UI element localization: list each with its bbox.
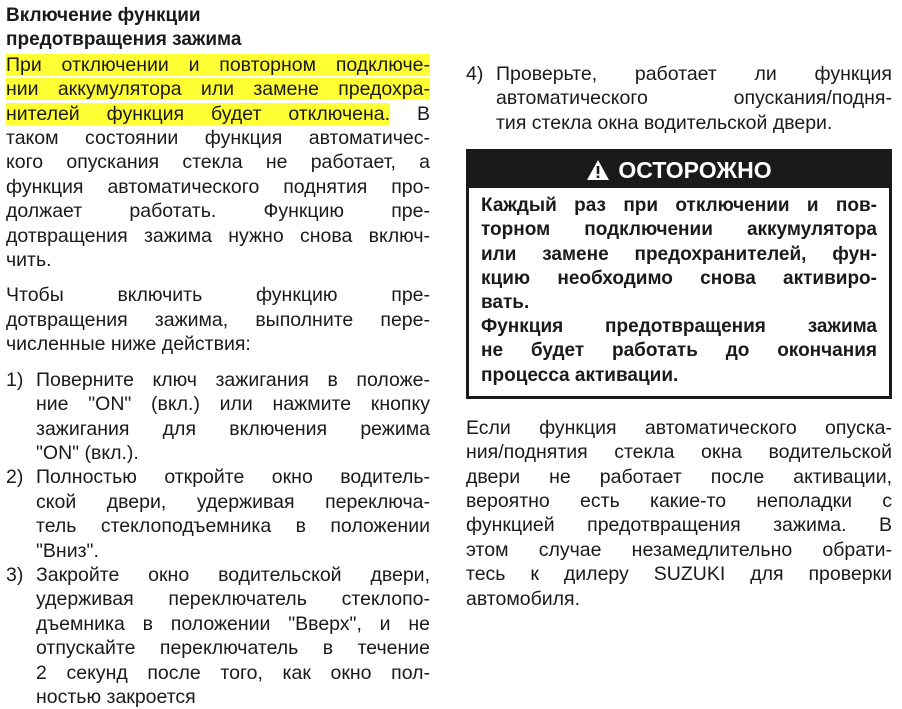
- step-number: 3): [6, 563, 24, 586]
- step-line: дъемника в положении "Вверх", и не: [36, 612, 430, 635]
- steps-list: [6, 368, 430, 709]
- step-line: отпускайте переключатель в течение: [36, 637, 430, 660]
- list-item: [6, 465, 430, 563]
- warning-title: ОСТОРОЖНО: [618, 157, 772, 184]
- intro-line: чить.: [6, 249, 52, 272]
- paragraph-line: тесь к дилеру SUZUKI для проверки: [466, 563, 892, 586]
- step-line: тель стеклоподъемника в положении: [36, 515, 430, 538]
- step-line: ской двери, удерживая переключа-: [36, 490, 430, 513]
- warning-box: [466, 149, 892, 399]
- section-heading: [6, 4, 430, 53]
- warning-line: Функция предотвращения зажима: [481, 316, 877, 338]
- steps-list-continued: [466, 62, 892, 135]
- instruction-line: численные ниже действия:: [6, 333, 251, 356]
- instruction-line: Чтобы включить функцию пре-: [6, 284, 430, 307]
- paragraph-line: функцией предотвращения зажима. В: [466, 514, 892, 537]
- list-item: [6, 563, 430, 709]
- list-item: [466, 62, 892, 135]
- warning-line: не будет работать до окончания: [481, 340, 877, 362]
- instruction-paragraph: [6, 283, 430, 356]
- step-line: Полностью откройте окно водитель-: [36, 466, 430, 489]
- step-line: Проверьте, работает ли функция: [496, 63, 892, 85]
- paragraph-line: этом случае незамедлительно обрати-: [466, 538, 892, 561]
- paragraph-line: вероятно есть какие-то неполадки с: [466, 490, 892, 513]
- warning-line: торном подключении аккумулятора: [481, 219, 877, 241]
- warning-triangle-icon: [586, 159, 610, 181]
- warning-header: [469, 152, 889, 188]
- warning-line: Каждый раз при отключении и пов-: [481, 195, 877, 217]
- step-line: ние "ON" (вкл.) или нажмите кнопку: [36, 393, 430, 416]
- step-line: ностью закроется: [36, 685, 196, 708]
- paragraph-line: Если функция автоматического опуска-: [466, 416, 892, 439]
- warning-line: кцию необходимо снова активиро-: [481, 267, 877, 289]
- step-line: "ON" (вкл.).: [36, 441, 139, 464]
- step-line: удерживая переключатель стеклопо-: [36, 588, 430, 611]
- step-line: 2 секунд после того, как окно пол-: [36, 661, 430, 684]
- paragraph-line: ния/поднятия стекла окна водительской: [466, 441, 892, 464]
- intro-line: должает работать. Функцию пре-: [6, 200, 430, 223]
- highlighted-text: нителей функция будет отключена.: [6, 102, 391, 125]
- intro-text: В: [390, 102, 430, 125]
- intro-line: таком состоянии функция автоматичес-: [6, 127, 430, 150]
- warning-line: или замене предохранителей, фун-: [481, 243, 877, 265]
- left-column: [6, 4, 430, 709]
- warning-body: [469, 188, 889, 396]
- intro-line: дотвращения зажима нужно снова включ-: [6, 224, 430, 247]
- step-line: автоматического опускания/подня-: [496, 87, 892, 110]
- step-number: 4): [466, 63, 484, 85]
- warning-line: вать.: [481, 292, 530, 314]
- highlighted-text: При отключении и повторном подключе-: [6, 53, 430, 76]
- intro-line: функция автоматического поднятия про-: [6, 175, 430, 198]
- warning-line: процесса активации.: [481, 364, 679, 386]
- after-warning-paragraph: [466, 416, 892, 611]
- instruction-line: дотвращения зажима, выполните пере-: [6, 308, 430, 331]
- step-line: тия стекла окна водительской двери.: [496, 111, 833, 134]
- intro-line: кого опускания стекла не работает, а: [6, 151, 430, 174]
- intro-paragraph: [6, 53, 430, 273]
- intro-line: [6, 102, 430, 126]
- heading-line: предотвращения зажима: [6, 29, 242, 51]
- intro-line: [6, 77, 430, 101]
- step-line: Закройте окно водительской двери,: [36, 563, 430, 586]
- intro-line: [6, 53, 430, 77]
- list-item: [6, 368, 430, 466]
- right-column: [466, 62, 892, 611]
- step-line: зажигания для включения режима: [36, 417, 430, 440]
- step-number: 2): [6, 466, 24, 489]
- step-line: "Вниз".: [36, 539, 99, 562]
- highlighted-text: нии аккумулятора или замене предохра-: [6, 78, 430, 101]
- step-line: Поверните ключ зажигания в положе-: [36, 368, 430, 391]
- paragraph-line: автомобиля.: [466, 587, 581, 610]
- heading-line: Включение функции: [6, 5, 201, 26]
- step-number: 1): [6, 368, 24, 391]
- paragraph-line: двери не работает после активации,: [466, 465, 892, 488]
